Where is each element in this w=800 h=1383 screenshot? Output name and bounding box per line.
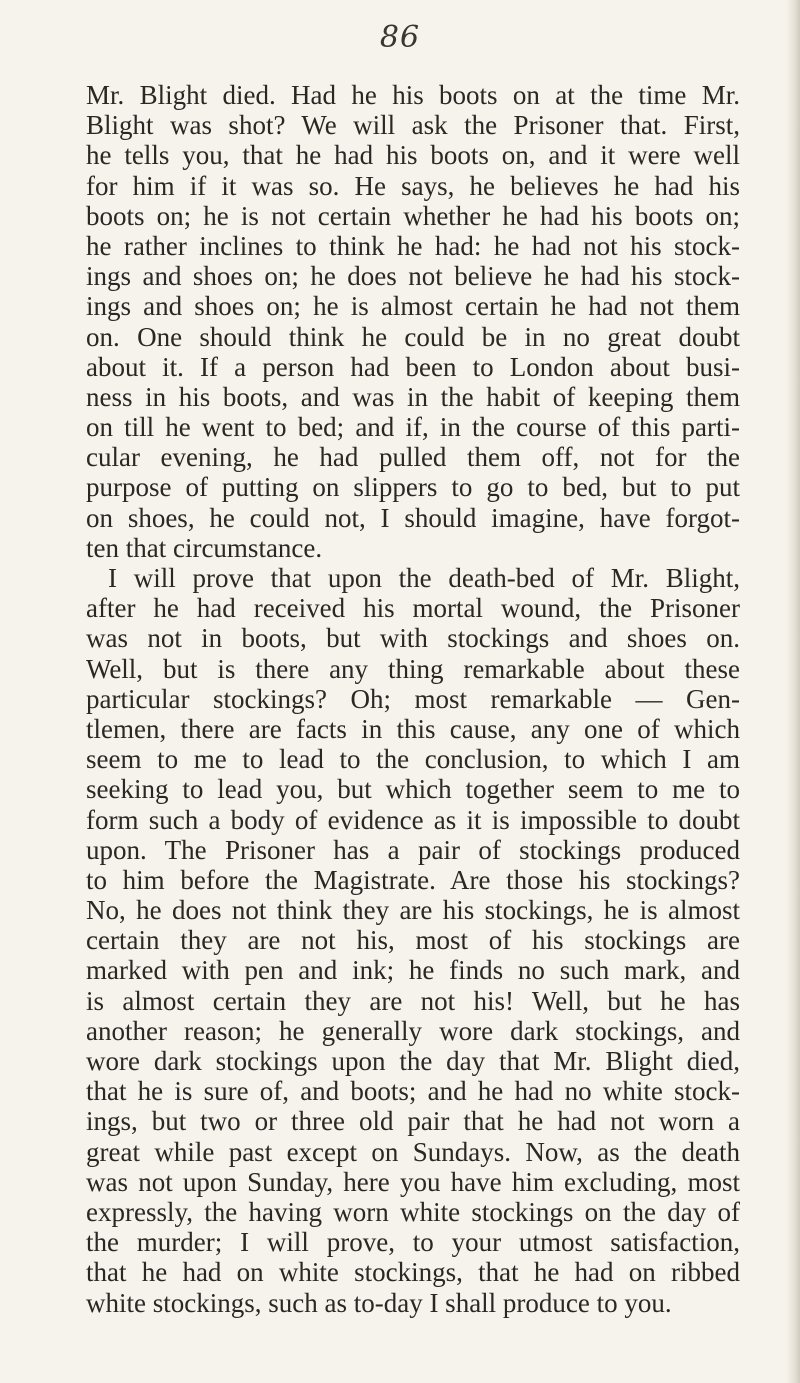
page-number: 86 (379, 20, 421, 55)
text-line: expressly, the having worn white stockings on the day of (86, 1196, 740, 1227)
body-text (86, 80, 740, 1318)
text-line: I will prove that upon the death-bed of Mr. Blight, (108, 563, 740, 593)
text-line: was not in boots, but with stockings and shoes on. (86, 623, 740, 654)
text-line: Mr. Blight died. Had he his boots on at the time Mr. (86, 80, 740, 110)
text-line: ings and shoes on; he does not believe he had his stock- (86, 261, 740, 292)
text-line: Well, but is there any thing remarkable about these (86, 653, 740, 684)
text-line: to him before the Magistrate. Are those his stockings? (86, 864, 740, 895)
text-line: he tells you, that he had his boots on, and it were well (86, 140, 740, 171)
text-line: marked with pen and ink; he finds no such mark, and (86, 955, 740, 986)
text-line: after he had received his mortal wound, the Prisoner (86, 593, 740, 624)
text-line: upon. The Prisoner has a pair of stockings produced (86, 834, 740, 865)
text-line: form such a body of evidence as it is impossible to doubt (86, 804, 740, 835)
text-line: great while past except on Sundays. Now, as the death (86, 1136, 740, 1167)
text-line: was not upon Sunday, here you have him excluding, most (86, 1166, 740, 1197)
text-line: on shoes, he could not, I should imagine, have forgot- (86, 502, 740, 533)
text-line: that he is sure of, and boots; and he had no white stock- (86, 1076, 740, 1107)
text-line: ten that circumstance. (86, 532, 323, 563)
text-line: purpose of putting on slippers to go to bed, but to put (86, 472, 740, 503)
text-line: Blight was shot? We will ask the Prisoner that. First, (86, 110, 740, 141)
text-line: certain they are not his, most of his stockings are (86, 925, 740, 956)
text-line: No, he does not think they are his stockings, he is almost (86, 895, 740, 926)
text-line: on. One should think he could be in no great doubt (86, 321, 740, 352)
page-edge-shadow (786, 0, 800, 1383)
text-line: particular stockings? Oh; most remarkable — Gen- (86, 683, 740, 714)
text-line: ness in his boots, and was in the habit of keeping them (86, 381, 740, 412)
text-line: about it. If a person had been to London about busi- (86, 351, 740, 382)
text-line: wore dark stockings upon the day that Mr. Blight died, (86, 1046, 740, 1076)
text-line: he rather inclines to think he had: he had not his stock- (86, 230, 740, 261)
text-line: is almost certain they are not his! Well, but he has (86, 985, 740, 1016)
text-line: tlemen, there are facts in this cause, any one of which (86, 713, 740, 744)
text-line: that he had on white stockings, that he had on ribbed (86, 1257, 740, 1288)
text-line: seeking to lead you, but which together seem to me to (86, 774, 740, 805)
text-line: white stockings, such as to-day I shall produce to you. (86, 1287, 672, 1318)
text-line: on till he went to bed; and if, in the course of this parti- (86, 412, 740, 443)
text-line: the murder; I will prove, to your utmost satisfaction, (86, 1227, 740, 1258)
text-line: cular evening, he had pulled them off, not for the (86, 442, 740, 473)
text-line: another reason; he generally wore dark stockings, and (86, 1015, 740, 1046)
text-line: ings, but two or three old pair that he had not worn a (86, 1106, 740, 1137)
text-line: for him if it was so. He says, he believes he had his (86, 170, 740, 201)
text-line: seem to me to lead to the conclusion, to which I am (86, 744, 740, 775)
text-line: boots on; he is not certain whether he had his boots on; (86, 200, 740, 231)
text-line: ings and shoes on; he is almost certain he had not them (86, 291, 740, 322)
